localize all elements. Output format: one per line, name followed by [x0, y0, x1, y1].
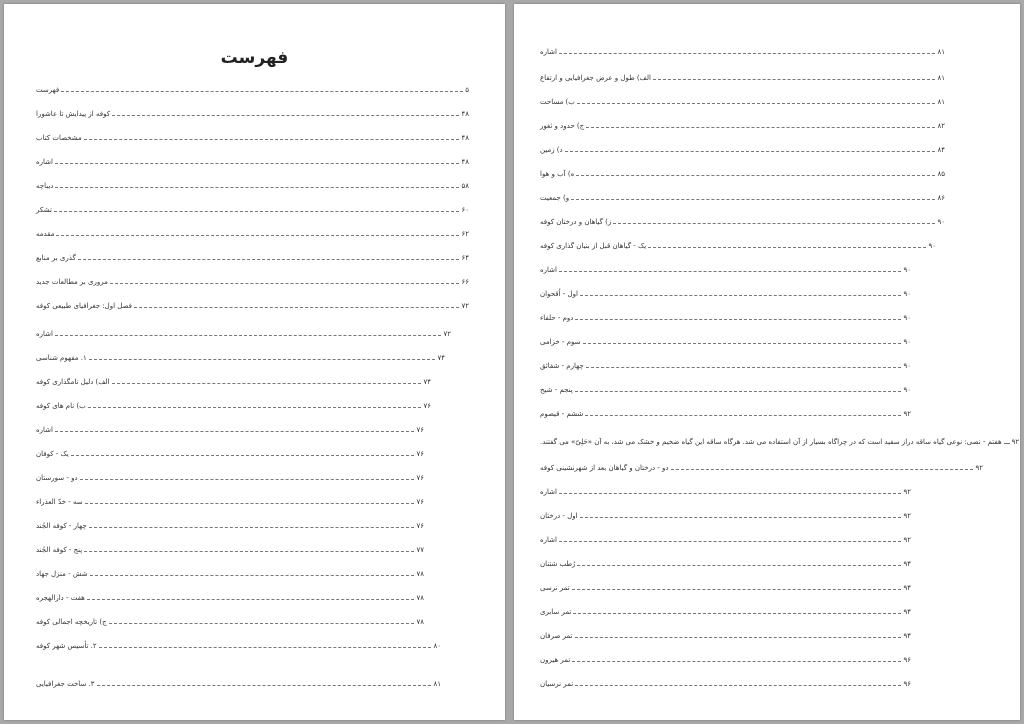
toc-entry-page-number: ۸۲ — [937, 122, 945, 130]
toc-entry[interactable] — [538, 68, 946, 82]
dot-leader — [71, 455, 415, 456]
toc-entry-page-number: ۷۶ — [416, 522, 424, 530]
toc-entry-label: یک - کوفان — [36, 450, 69, 458]
dot-leader — [573, 613, 901, 614]
toc-entry-label: دو - سورستان — [36, 474, 78, 482]
toc-entry-label: ه) آب و هوا — [540, 170, 575, 178]
toc-entry-label: مشخصات کتاب — [36, 134, 82, 142]
dot-leader — [575, 319, 901, 320]
dot-leader — [89, 527, 415, 528]
toc-entry-page-number: ۹۲ — [903, 536, 911, 544]
toc-entry[interactable] — [34, 492, 425, 506]
toc-entry-label: فصل اول: جغرافیای طبیعی کوفه — [36, 302, 133, 310]
toc-entry[interactable] — [34, 636, 442, 650]
toc-entry-page-number: ۷۴ — [423, 378, 431, 386]
toc-entry[interactable] — [538, 260, 912, 274]
toc-entry-label: اشاره — [36, 426, 53, 434]
toc-entry-page-number: ۸۶ — [937, 194, 945, 202]
toc-entry-page-number: ۶۰ — [461, 206, 469, 214]
toc-entry[interactable] — [538, 116, 946, 130]
toc-entry-page-number: ۷۲ — [461, 302, 469, 310]
toc-entry[interactable] — [538, 284, 912, 298]
toc-entry[interactable] — [538, 602, 912, 616]
toc-entry-page-number: ۹۰ — [937, 218, 945, 226]
toc-entry-page-number: ۷۶ — [416, 474, 424, 482]
dot-leader — [576, 175, 935, 176]
toc-entry-page-number: ۷۴ — [437, 354, 445, 362]
toc-title: فهرست — [220, 48, 289, 68]
toc-entry-page-number: ۷۸ — [416, 570, 424, 578]
toc-entry[interactable] — [538, 482, 912, 496]
toc-entry[interactable] — [538, 236, 937, 250]
toc-entry[interactable] — [538, 554, 912, 568]
toc-entry[interactable] — [538, 164, 946, 178]
toc-entry[interactable] — [34, 612, 425, 626]
dot-leader — [572, 661, 901, 662]
toc-entry-label: اشاره — [36, 158, 53, 166]
toc-entry-page-number: ۷۲ — [443, 330, 451, 338]
toc-entry-label: چهارم - شقائق — [540, 362, 584, 370]
toc-entry[interactable] — [34, 468, 425, 482]
dot-leader — [109, 623, 415, 624]
dot-leader — [671, 469, 974, 470]
toc-entry-page-number: ۹۰ — [903, 338, 911, 346]
toc-entry[interactable] — [34, 420, 425, 434]
toc-entry-page-number: ۶۲ — [461, 230, 469, 238]
dot-leader — [90, 575, 415, 576]
dot-leader — [89, 359, 436, 360]
dot-leader — [572, 589, 902, 590]
toc-entry[interactable] — [34, 564, 425, 578]
toc-entry-label: الف) طول و عرض جغرافیایی و ارتفاع — [540, 74, 651, 82]
dot-leader — [571, 199, 935, 200]
toc-entry-page-number: ۸۴ — [937, 146, 945, 154]
dot-leader — [648, 247, 926, 248]
toc-entry-page-number: ۹۰ — [903, 290, 911, 298]
toc-entry-page-number: ۹۰ — [903, 314, 911, 322]
toc-entry-label: رُطب شتنان — [540, 560, 576, 568]
toc-entry-page-number: ۴۸ — [461, 134, 469, 142]
toc-entry[interactable] — [34, 128, 470, 142]
dot-leader — [112, 115, 459, 116]
toc-entry-label: ج) حدود و ثغور — [540, 122, 585, 130]
toc-entry-page-number: ۹۰ — [903, 266, 911, 274]
toc-entry-page-number: ۸۵ — [937, 170, 945, 178]
toc-entry[interactable] — [538, 626, 912, 640]
toc-entry[interactable] — [34, 444, 425, 458]
toc-entry[interactable] — [34, 200, 470, 214]
toc-entry-label: اشاره — [540, 488, 557, 496]
dot-leader — [653, 79, 936, 80]
toc-entry-label: اشاره — [540, 48, 557, 56]
dot-leader — [54, 211, 460, 212]
toc-entry-label: مروری بر مطالعات جدید — [36, 278, 108, 286]
toc-entry-page-number: ۹۲ — [903, 488, 911, 496]
toc-entry-label: تمر هیرون — [540, 656, 571, 664]
toc-entry-page-number: ۹۴ — [903, 560, 911, 568]
toc-entry-label: هفت - دارالهجره — [36, 594, 85, 602]
toc-entry-page-number: ۶۶ — [461, 278, 469, 286]
toc-entry-page-number: ۹۶ — [903, 680, 911, 688]
dot-leader — [110, 283, 460, 284]
toc-entry-label: تشکر — [36, 206, 52, 214]
toc-entry-label: سوم - خزامی — [540, 338, 581, 346]
dot-leader — [580, 295, 902, 296]
dot-leader — [565, 151, 936, 152]
dot-leader — [56, 235, 459, 236]
toc-entry-page-number: ۵ — [465, 86, 469, 94]
dot-leader — [87, 599, 415, 600]
toc-entry[interactable] — [34, 248, 470, 262]
toc-entry-page-number: ۶۴ — [461, 254, 469, 262]
toc-entry[interactable] — [34, 104, 470, 118]
toc-entry[interactable] — [34, 224, 470, 238]
toc-entry-label: تمر سابری — [540, 608, 572, 616]
dot-leader — [583, 343, 902, 344]
toc-entry-page-number: ۸۱ — [433, 680, 441, 688]
toc-entry-label: شش - منزل جهاد — [36, 570, 88, 578]
toc-entry-page-number: ۹۰ — [903, 362, 911, 370]
toc-entry-page-number: ۸۱ — [937, 48, 945, 56]
toc-entry[interactable] — [34, 396, 432, 410]
toc-entry-label: ج) تاریخچه اجمالی کوفه — [36, 618, 107, 626]
toc-entry-label: مقدمه — [36, 230, 55, 238]
toc-entry[interactable] — [538, 332, 912, 346]
toc-entry-page-number: ۴۸ — [461, 110, 469, 118]
dot-leader — [80, 479, 415, 480]
dot-leader — [577, 565, 901, 566]
toc-entry-label: ب) مساحت — [540, 98, 575, 106]
toc-entry[interactable] — [34, 588, 425, 602]
toc-entry[interactable] — [34, 324, 452, 338]
dot-leader — [559, 493, 901, 494]
toc-entry[interactable] — [34, 152, 470, 166]
toc-entry-label: فهرست — [36, 86, 60, 94]
toc-entry-page-number: ۹۴ — [903, 632, 911, 640]
toc-entry-label: کوفه از پیدایش تا عاشورا — [36, 110, 111, 118]
toc-entry[interactable] — [34, 674, 442, 688]
dot-leader — [55, 187, 459, 188]
toc-entry-page-number: ۹۲ — [975, 464, 983, 472]
toc-entry-label: اشاره — [36, 330, 53, 338]
toc-entry[interactable] — [34, 540, 425, 554]
dot-leader — [559, 541, 901, 542]
toc-entry-label: اول - اُقحوان — [540, 290, 578, 298]
toc-entry-label: یک - گیاهان قبل از بنیان گذاری کوفه — [540, 242, 647, 250]
toc-entry-label: الف) دلیل نامگذاری کوفه — [36, 378, 110, 386]
dot-leader — [61, 91, 463, 92]
toc-entry-label: اول - درختان — [540, 512, 578, 520]
toc-entry[interactable] — [538, 42, 946, 56]
toc-entry[interactable] — [538, 530, 912, 544]
toc-entry-label: ۳. ساخت جغرافیایی — [36, 680, 95, 688]
dot-leader — [575, 637, 902, 638]
toc-entry-page-number: ۷۶ — [423, 402, 431, 410]
toc-entry-label: پنجم - شیح — [540, 386, 573, 394]
dot-leader — [559, 271, 901, 272]
toc-entry-label: ۲. تأسیس شهر کوفه — [36, 642, 97, 650]
dot-leader — [55, 431, 414, 432]
toc-entry-page-number: ۹۰ — [903, 386, 911, 394]
toc-entry-label: سه - خدّ العذراء — [36, 498, 83, 506]
dot-leader — [580, 517, 902, 518]
toc-entry-label: ب) نام های کوفه — [36, 402, 86, 410]
toc-entry-page-number: ۸۱ — [937, 74, 945, 82]
dot-leader — [613, 223, 935, 224]
toc-entry-label: و) جمعیت — [540, 194, 570, 202]
toc-entry[interactable] — [538, 188, 946, 202]
dot-leader — [55, 335, 441, 336]
toc-entry[interactable] — [34, 348, 446, 362]
toc-entry-label: تمر صرفان — [540, 632, 573, 640]
toc-entry-page-number: ۹۲ — [903, 410, 911, 418]
toc-entry[interactable] — [34, 516, 425, 530]
toc-entry-page-number: ۷۶ — [416, 498, 424, 506]
dot-leader — [78, 259, 460, 260]
toc-entry[interactable] — [538, 356, 912, 370]
toc-entry-page-number: ۸۰ — [433, 642, 441, 650]
toc-entry-page-number: ۷۸ — [416, 618, 424, 626]
dot-leader — [586, 367, 902, 368]
toc-entry[interactable] — [538, 506, 912, 520]
toc-entry-page-number: ۸۱ — [937, 98, 945, 106]
dot-leader — [97, 685, 432, 686]
toc-entry-page-number: ۷۶ — [416, 426, 424, 434]
dot-leader — [88, 407, 422, 408]
toc-entry-label: ز) گیاهان و درختان کوفه — [540, 218, 612, 226]
toc-entry[interactable] — [34, 272, 470, 286]
toc-entry[interactable] — [538, 92, 946, 106]
toc-entry[interactable] — [538, 674, 912, 688]
dot-leader — [84, 551, 414, 552]
dot-leader — [1004, 443, 1010, 444]
toc-entry-label: پنج - کوفه الجُند — [36, 546, 83, 554]
toc-entry[interactable] — [34, 176, 470, 190]
toc-entry-page-number: ۷۸ — [416, 594, 424, 602]
toc-entry-label: گذری بر منابع — [36, 254, 76, 262]
toc-entry[interactable] — [538, 578, 912, 592]
dot-leader — [575, 391, 902, 392]
dot-leader — [575, 685, 901, 686]
dot-leader — [85, 503, 415, 504]
toc-entry-label: تمر نرسی — [540, 584, 570, 592]
toc-entry[interactable] — [538, 380, 912, 394]
toc-entry-page-number: ۷۶ — [416, 450, 424, 458]
toc-entry-label: ششم - قیصوم — [540, 410, 584, 418]
dot-leader — [112, 383, 422, 384]
toc-entry-page-number: ۵۸ — [461, 182, 469, 190]
toc-entry-label: د) زمین — [540, 146, 563, 154]
toc-entry-page-number: ۹۰ — [928, 242, 936, 250]
dot-leader — [84, 139, 460, 140]
left-page — [4, 4, 505, 720]
right-page — [514, 4, 1020, 720]
toc-entry[interactable] — [538, 212, 946, 226]
toc-entry[interactable] — [538, 432, 1020, 446]
toc-entry-page-number: ۷۷ — [416, 546, 424, 554]
toc-entry[interactable] — [538, 308, 912, 322]
dot-leader — [585, 415, 901, 416]
toc-entry[interactable] — [538, 140, 946, 154]
toc-entry-page-number: ۹۴ — [903, 608, 911, 616]
toc-entry-label: چهار - کوفه الجُند — [36, 522, 87, 530]
toc-entry-label: دو - درختان و گیاهان بعد از شهرنشینی کوفه — [540, 464, 669, 472]
toc-entry-label: اشاره — [540, 266, 557, 274]
toc-entry-page-number: ۴۸ — [461, 158, 469, 166]
toc-entry[interactable] — [34, 372, 432, 386]
toc-entry-page-number: ۹۴ — [903, 584, 911, 592]
toc-entry-label: دیباچه — [36, 182, 54, 190]
toc-entry[interactable] — [34, 296, 470, 310]
dot-leader — [577, 103, 936, 104]
toc-entry[interactable] — [538, 458, 984, 472]
toc-entry-page-number: ۹۲ — [1011, 438, 1020, 446]
dot-leader — [55, 163, 459, 164]
toc-entry[interactable] — [538, 650, 912, 664]
toc-entry-label: تمر نرسیان — [540, 680, 574, 688]
dot-leader — [99, 647, 432, 648]
dot-leader — [586, 127, 935, 128]
toc-entry-label: اشاره — [540, 536, 557, 544]
dot-leader — [134, 307, 459, 308]
toc-entry-label: هفتم - نصی: نوعی گیاه ساقه دراز سفید است که در چراگاه بسیار از آن استفاده می شد. هرگاه ساقه این گیاه ضخیم و خشک می شد، به آن «حَلِیّ» می گفتند. — [540, 438, 1002, 446]
dot-leader — [559, 53, 935, 54]
toc-entry[interactable] — [538, 404, 912, 418]
toc-entry-label: دوم - حلفاء — [540, 314, 574, 322]
toc-entry-page-number: ۹۶ — [903, 656, 911, 664]
toc-entry-page-number: ۹۲ — [903, 512, 911, 520]
toc-entry[interactable] — [34, 80, 470, 94]
toc-entry-label: ۱. مفهوم شناسی — [36, 354, 87, 362]
